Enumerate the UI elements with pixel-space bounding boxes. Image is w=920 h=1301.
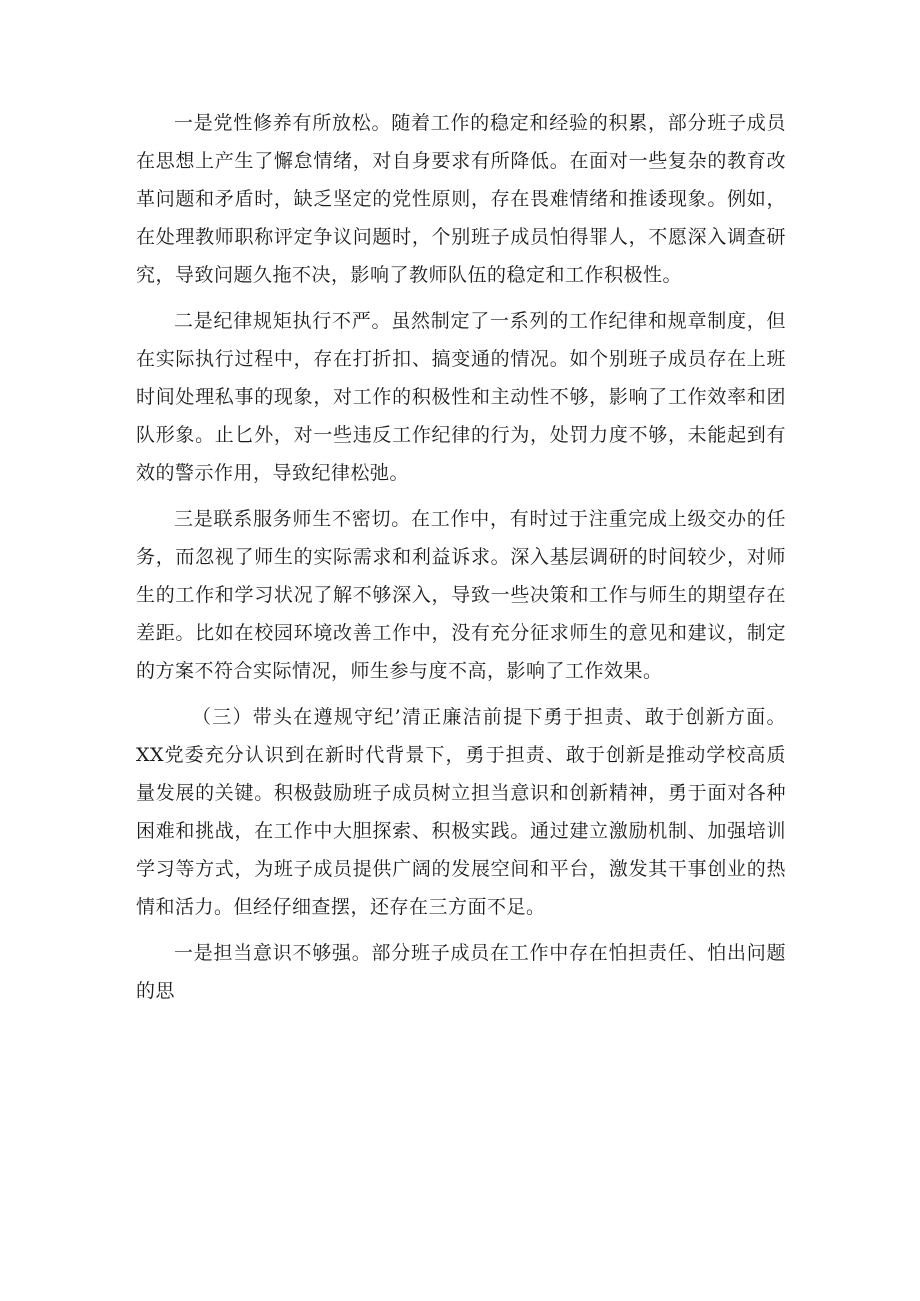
paragraph-serving-teachers-students: 三是联系服务师生不密切。在工作中，有时过于注重完成上级交办的任务，而忽视了师生的实际需求和利益诉求。深入基层调研的时间较少，对师生的工作和学习状况了解不够深入，导致一些决策和工作与师生的期望存在差距。比如在校园环境改善工作中，没有充分征求师生的意见和建议，制定的方案不符合实际情况，师生参与度不高，影响了工作效果。 — [136, 508, 786, 682]
paragraph-responsibility: 一是担当意识不够强。部分班子成员在工作中存在怕担责任、怕出问题的思 — [136, 942, 786, 1002]
paragraph-discipline: 二是纪律规矩执行不严。虽然制定了一系列的工作纪律和规章制度，但在实际执行过程中，存在打折扣、搞变通的情况。如个别班子成员存在上班时间处理私事的现象，对工作的积极性和主动性不够，影响了工作效率和团队形象。止匕外，对一些违反工作纪律的行为，处罚力度不够，未能起到有效的警示作用，导致纪律松弛。 — [136, 310, 786, 484]
paragraph-section-three: （三）带头在遵规守纪’清正廉洁前提下勇于担责、敢于创新方面。XX党委充分认识到在新时代背景下，勇于担责、敢于创新是推动学校高质量发展的关键。积极鼓励班子成员树立担当意识和创新精神，勇于面对各种困难和挑战，在工作中大胆探索、积极实践。通过建立激励机制、加强培训学习等方式，为班子成员提供广阔的发展空间和平台，激发其干事创业的热情和活力。但经仔细查摆，还存在三方面不足。 — [136, 706, 786, 918]
document-page — [136, 104, 786, 1010]
paragraph-party-spirit: 一是党性修养有所放松。随着工作的稳定和经验的积累，部分班子成员在思想上产生了懈怠情绪，对自身要求有所降低。在面对一些复杂的教育改革问题和矛盾时，缺乏坚定的党性原则，存在畏难情绪和推诿现象。例如，在处理教师职称评定争议问题时，个别班子成员怕得罪人，不愿深入调查研究，导致问题久拖不决，影响了教师队伍的稳定和工作积极性。 — [136, 112, 786, 286]
